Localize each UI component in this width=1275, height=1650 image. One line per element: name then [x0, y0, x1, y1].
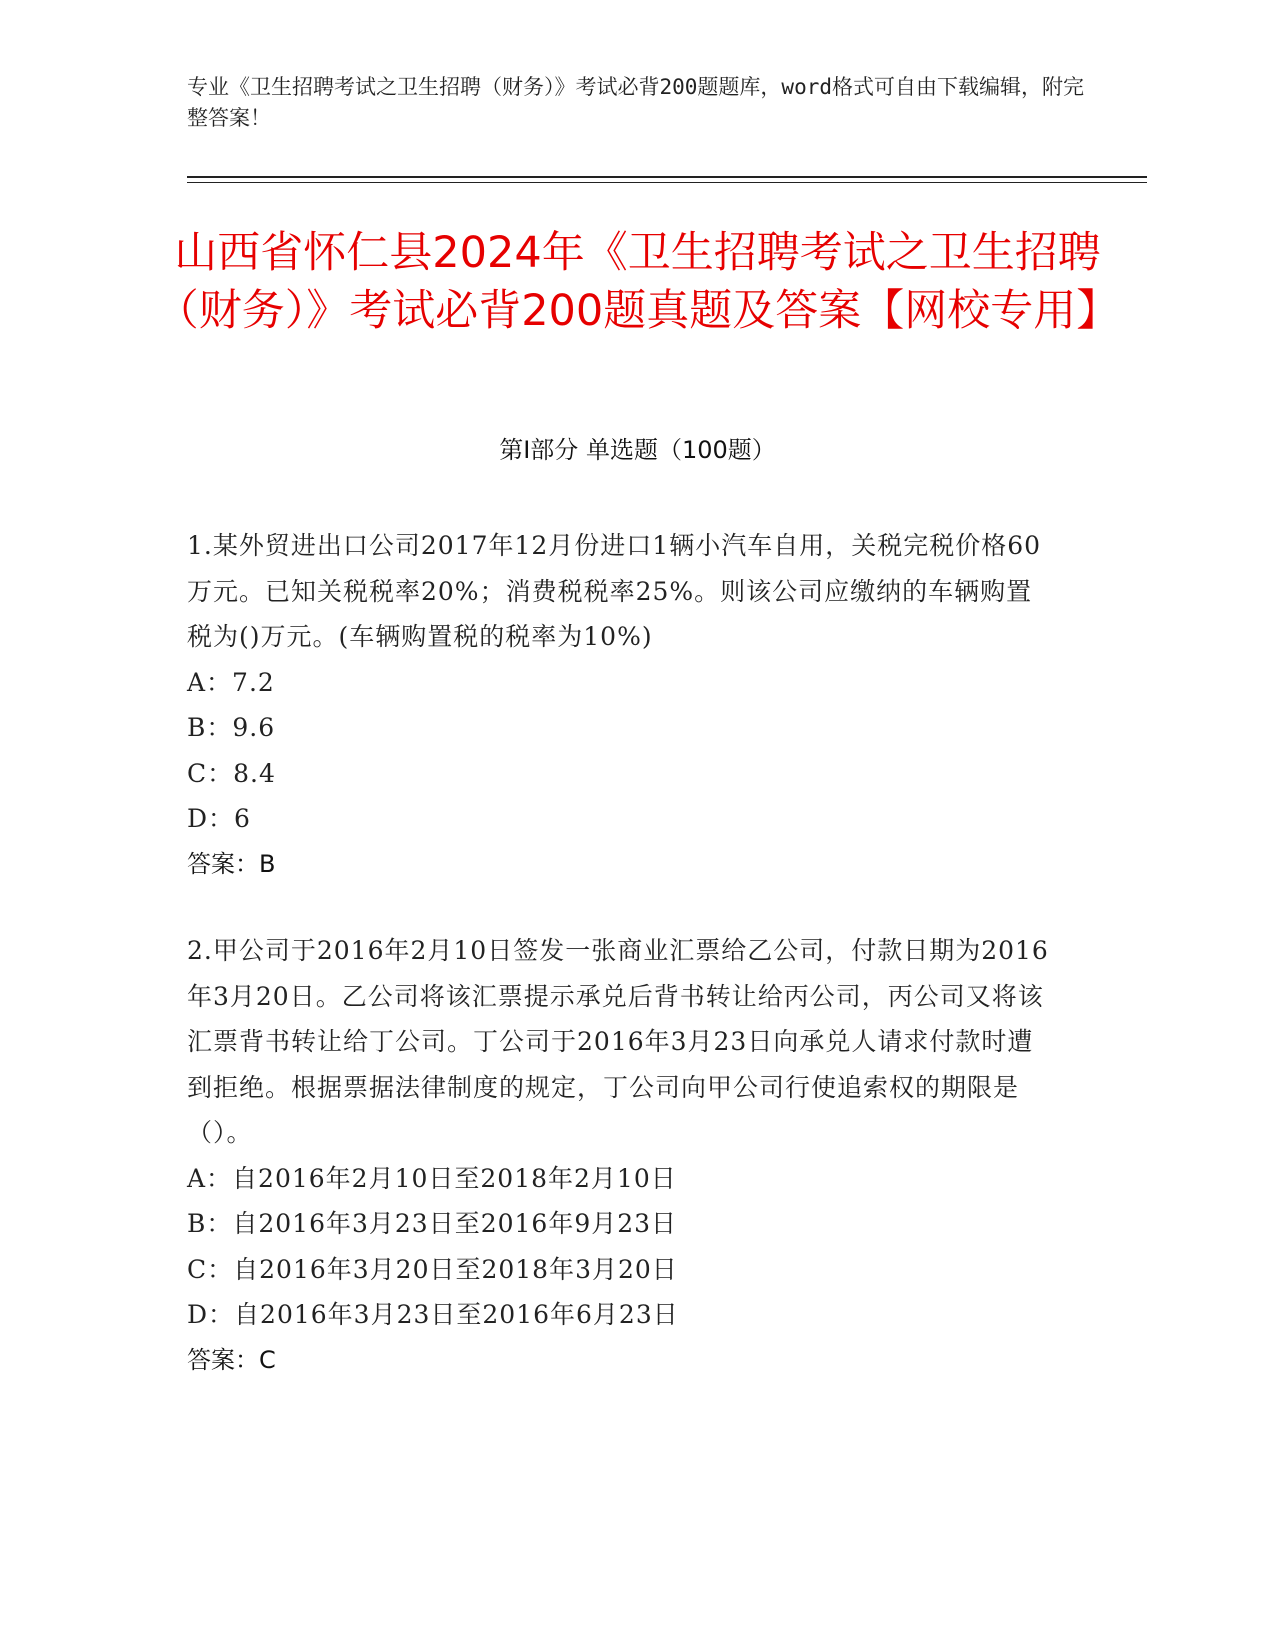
question-stem: 1.某外贸进出口公司2017年12月份进口1辆小汽车自用，关税完税价格60万元。已知关税税率20%；消费税税率25%。则该公司应缴纳的车辆购置税为()万元。(车辆购置税的税率为10%) [187, 531, 1042, 651]
option-b: B：9.6 [187, 713, 276, 742]
option-d: D：6 [187, 804, 251, 833]
option-a: A：自2016年2月10日至2018年2月10日 [187, 1163, 677, 1193]
header-note: 专业《卫生招聘考试之卫生招聘（财务）》考试必背200题题库，word格式可自由下载编辑，附完整答案！ [187, 75, 1084, 130]
option-c: C：自2016年3月20日至2018年3月20日 [187, 1254, 678, 1284]
question-stem: 2.甲公司于2016年2月10日签发一张商业汇票给乙公司，付款日期为2016年3月20日。乙公司将该汇票提示承兑后背书转让给丙公司，丙公司又将该汇票背书转让给丁公司。丁公司于2016年3月23日向承兑人请求付款时遭到拒绝。根据票据法律制度的规定，丁公司向甲公司行使追索权的期限是（）。 [187, 936, 1049, 1147]
document-title: 山西省怀仁县2024年《卫生招聘考试之卫生招聘（财务）》考试必背200题真题及答案【网校专用】 [155, 228, 1120, 336]
question-1 [187, 523, 1057, 887]
header-divider-thin [187, 182, 1147, 183]
answer: 答案：C [187, 1345, 276, 1374]
section-heading: 第Ⅰ部分 单选题（100题） [499, 436, 776, 464]
question-2 [187, 928, 1057, 1383]
answer: 答案：B [187, 849, 276, 878]
option-a: A：7.2 [187, 667, 275, 697]
option-d: D：自2016年3月23日至2016年6月23日 [187, 1300, 679, 1329]
option-c: C：8.4 [187, 758, 276, 788]
header-divider [187, 176, 1147, 178]
option-b: B：自2016年3月23日至2016年9月23日 [187, 1209, 678, 1238]
